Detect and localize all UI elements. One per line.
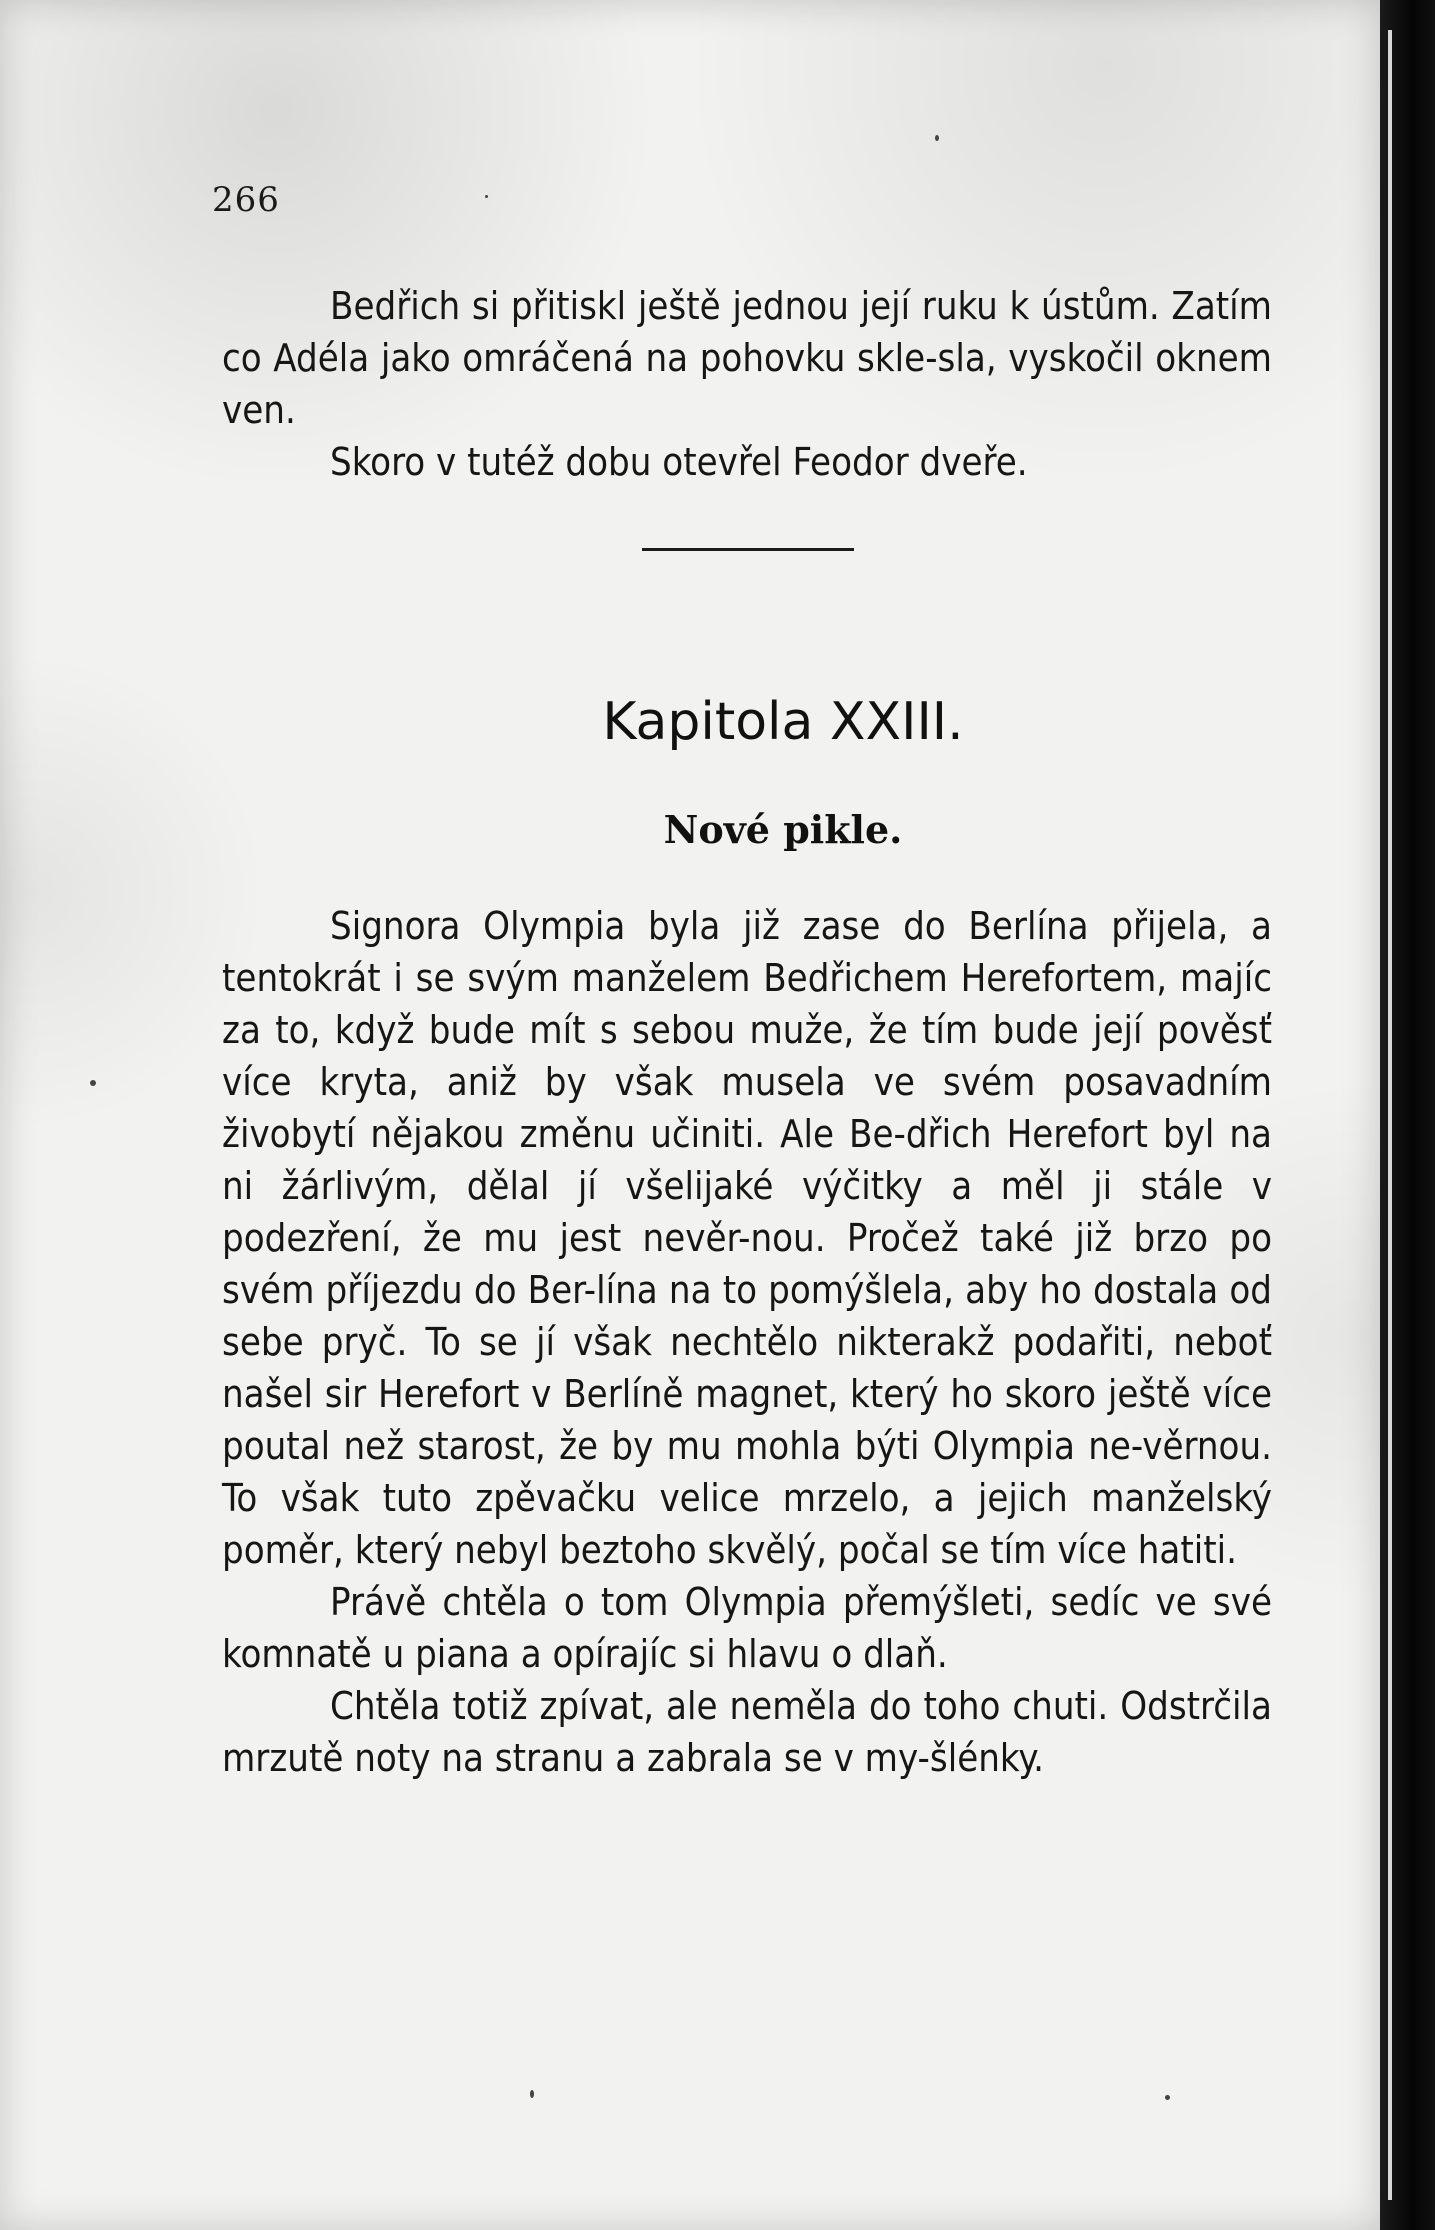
scan-speck: [1165, 2095, 1170, 2100]
scan-speck: [485, 195, 488, 198]
top-text-block: [222, 280, 1272, 488]
paragraph: Chtěla totiž zpívat, ale neměla do toho chuti. Odstrčila mrzutě noty na stranu a zabrala se v my-šlénky.: [222, 1684, 1272, 1780]
page-edge-shadow: [1380, 0, 1435, 2230]
paragraph: Signora Olympia byla již zase do Berlína přijela, a tentokrát i se svým manželem Bedřichem Herefortem, majíc za to, když bude mít s sebou muže, že tím bude její pověsť více kryta, aniž by však musela ve svém posavadním živobytí nějakou změnu učiniti. Ale Be-dřich Herefort byl na ni žárlivým, dělal jí všelijaké výčitky a měl ji stále v podezření, že mu jest nevěr-nou. Pročež také již brzo po svém příjezdu do Ber-lína na to pomýšlela, aby ho dostala od sebe pryč. To se jí však nechtělo nikterakž podařiti, neboť našel sir Herefort v Berlíně magnet, který ho skoro ještě více poutal než starost, že by mu mohla býti Olympia ne-věrnou. To však tuto zpěvačku velice mrzelo, a jejich manželský poměr, který nebyl beztoho skvělý, počal se tím více hatiti.: [222, 904, 1272, 1572]
chapter-title: Kapitola XXIII.: [602, 692, 964, 752]
main-text-block: [222, 900, 1272, 1784]
section-divider: [642, 548, 854, 551]
scan-speck: [935, 135, 939, 141]
page-edge-line: [1388, 30, 1392, 2200]
chapter-subtitle: Nové pikle.: [663, 807, 903, 852]
paragraph: Skoro v tutéž dobu otevřel Feodor dveře.: [330, 440, 1028, 484]
paragraph: Bedřich si přitiskl ještě jednou její ruku k ústům. Zatím co Adéla jako omráčená na pohovku skle-sla, vyskočil oknem ven.: [222, 284, 1272, 432]
scan-speck: [530, 2090, 534, 2098]
paragraph: Právě chtěla o tom Olympia přemýšleti, sedíc ve své komnatě u piana a opírajíc si hlavu o dlaň.: [222, 1580, 1272, 1676]
page-number: 266: [212, 180, 280, 220]
scan-speck: [90, 1080, 96, 1086]
